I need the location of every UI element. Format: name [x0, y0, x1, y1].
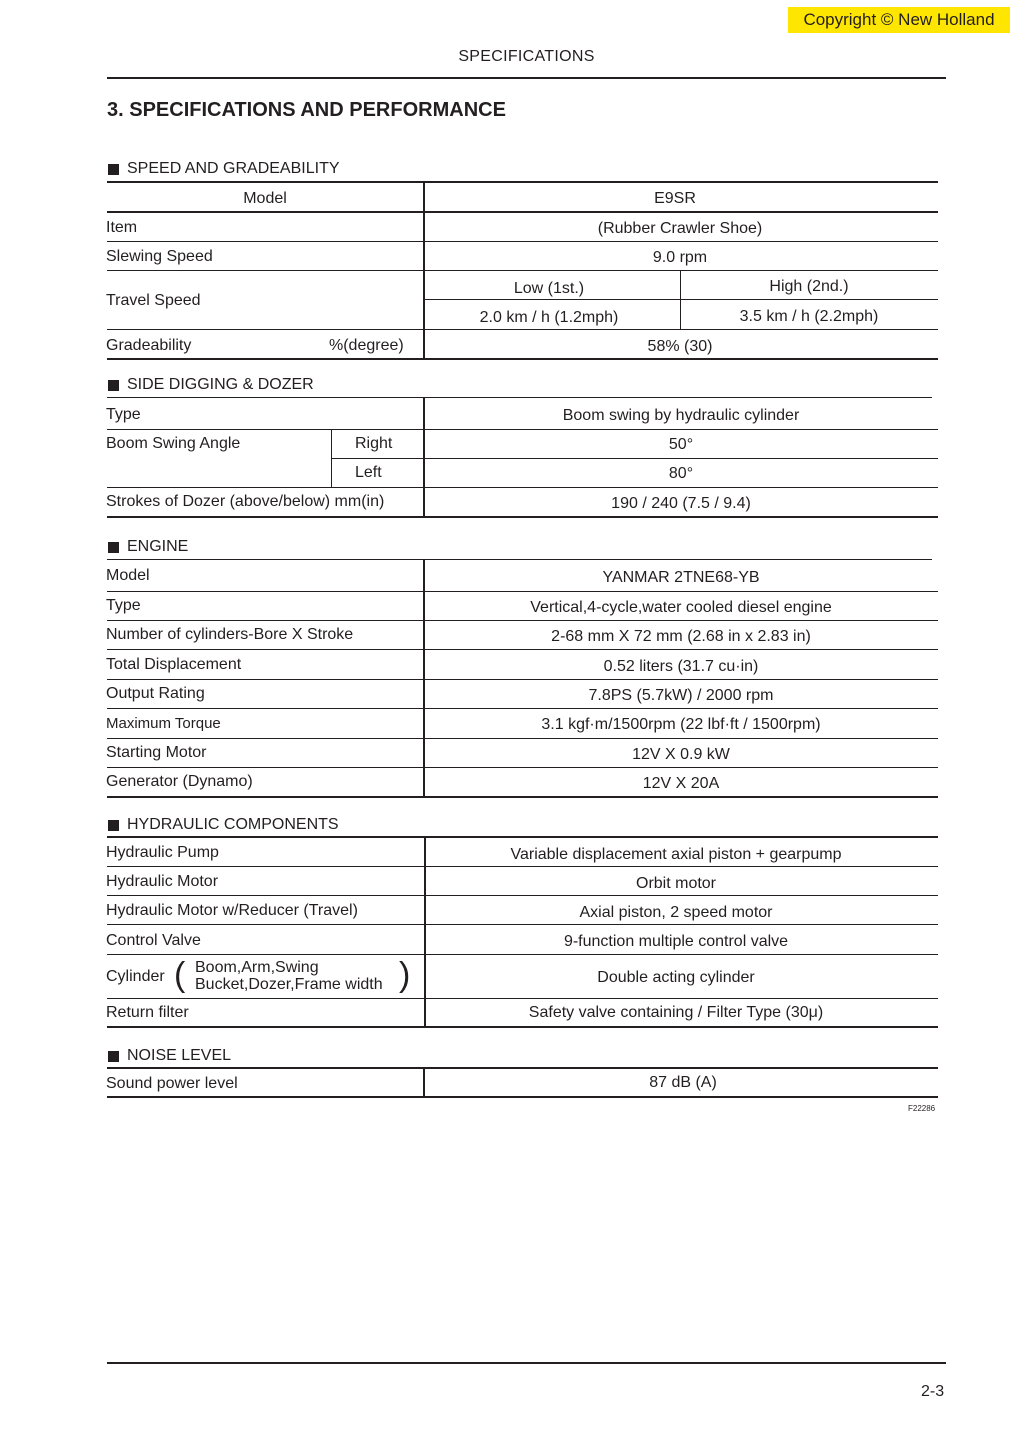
displacement-label: Total Displacement	[106, 656, 242, 673]
right-label: Right	[355, 435, 393, 452]
square-bullet-icon	[108, 1051, 119, 1062]
gradeability-value: 58% (30)	[647, 338, 713, 355]
section-title: NOISE LEVEL	[127, 1047, 232, 1064]
section-hydraulic-heading	[108, 815, 339, 835]
gradeability-label: Gradeability	[106, 337, 192, 354]
engine-model-label: Model	[106, 567, 150, 584]
close-paren-icon: )	[399, 956, 411, 994]
starting-motor-value: 12V X 0.9 kW	[632, 746, 730, 763]
hydraulic-pump-value: Variable displacement axial piston + gearpump	[510, 846, 842, 863]
hydraulic-motor-value: Orbit motor	[635, 875, 717, 892]
engine-model-value: YANMAR 2TNE68-YB	[602, 569, 760, 586]
travel-low-value: 2.0 km / h (1.2mph)	[479, 309, 619, 326]
square-bullet-icon	[108, 820, 119, 831]
left-value: 80°	[668, 465, 694, 482]
section-title: ENGINE	[127, 538, 189, 555]
section-speed-heading	[108, 159, 340, 179]
gradeability-unit: %(degree)	[329, 337, 404, 354]
section-engine-heading	[108, 537, 188, 557]
cylinder-value: Double acting cylinder	[597, 969, 755, 986]
section-title: HYDRAULIC COMPONENTS	[127, 816, 339, 833]
right-value: 50°	[668, 436, 694, 453]
control-valve-value: 9-function multiple control valve	[563, 933, 789, 950]
max-torque-label: Maximum Torque	[106, 715, 221, 732]
square-bullet-icon	[108, 542, 119, 553]
cylinder-label: Cylinder	[106, 968, 165, 985]
copyright-badge: Copyright © New Holland	[788, 7, 1010, 33]
header-rule	[107, 77, 946, 79]
output-rating-label: Output Rating	[106, 685, 205, 702]
max-torque-value: 3.1 kgf·m/1500rpm (22 lbf·ft / 1500rpm)	[541, 716, 821, 733]
sound-power-value: 87 dB (A)	[649, 1074, 717, 1091]
travel-motor-value: Axial piston, 2 speed motor	[579, 904, 773, 921]
starting-motor-label: Starting Motor	[106, 744, 207, 761]
page-number: 2-3	[921, 1383, 945, 1400]
hydraulic-motor-label: Hydraulic Motor	[106, 873, 219, 890]
slewing-speed-label: Slewing Speed	[106, 248, 213, 265]
open-paren-icon: (	[174, 956, 186, 994]
model-label: Model	[243, 190, 287, 207]
travel-low-label: Low (1st.)	[513, 280, 585, 297]
model-value: E9SR	[654, 190, 696, 207]
square-bullet-icon	[108, 164, 119, 175]
item-value: (Rubber Crawler Shoe)	[597, 220, 763, 237]
generator-value: 12V X 20A	[642, 775, 720, 792]
hydraulic-pump-label: Hydraulic Pump	[106, 844, 219, 861]
travel-motor-label: Hydraulic Motor w/Reducer (Travel)	[106, 902, 358, 919]
footer-rule	[107, 1362, 946, 1364]
section-title: SPEED AND GRADEABILITY	[127, 160, 340, 177]
section-title: SIDE DIGGING & DOZER	[127, 376, 314, 393]
section-side-heading	[108, 375, 314, 395]
section-noise-heading	[108, 1046, 231, 1066]
figure-code: F22286	[908, 1104, 936, 1113]
slewing-speed-value: 9.0 rpm	[652, 249, 708, 266]
return-filter-label: Return filter	[106, 1004, 189, 1021]
generator-label: Generator (Dynamo)	[106, 773, 253, 790]
sound-power-label: Sound power level	[106, 1075, 238, 1092]
return-filter-value: Safety valve containing / Filter Type (30μ)	[528, 1004, 824, 1021]
displacement-value: 0.52 liters (31.7 cu·in)	[603, 658, 759, 675]
type-value: Boom swing by hydraulic cylinder	[562, 407, 800, 424]
dozer-strokes-label: Strokes of Dozer (above/below) mm(in)	[106, 493, 385, 510]
dozer-strokes-value: 190 / 240 (7.5 / 9.4)	[611, 495, 751, 512]
left-label: Left	[355, 464, 382, 481]
cylinders-label: Number of cylinders-Bore X Stroke	[106, 626, 354, 643]
cylinders-value: 2-68 mm X 72 mm (2.68 in x 2.83 in)	[551, 628, 811, 645]
cylinder-types-line2: Bucket,Dozer,Frame width	[195, 976, 383, 993]
boom-swing-angle-label: Boom Swing Angle	[106, 435, 241, 452]
item-label: Item	[106, 219, 138, 236]
control-valve-label: Control Valve	[106, 932, 201, 949]
engine-type-value: Vertical,4-cycle,water cooled diesel engine	[530, 599, 832, 616]
output-rating-value: 7.8PS (5.7kW) / 2000 rpm	[588, 687, 774, 704]
square-bullet-icon	[108, 380, 119, 391]
page-title: 3. SPECIFICATIONS AND PERFORMANCE	[107, 99, 506, 121]
travel-high-value: 3.5 km / h (2.2mph)	[739, 308, 879, 325]
engine-type-label: Type	[106, 597, 141, 614]
type-label: Type	[106, 406, 141, 423]
running-header: SPECIFICATIONS	[458, 48, 595, 65]
travel-speed-label: Travel Speed	[106, 292, 201, 309]
cylinder-types-line1: Boom,Arm,Swing	[195, 959, 319, 976]
travel-high-label: High (2nd.)	[769, 278, 849, 295]
